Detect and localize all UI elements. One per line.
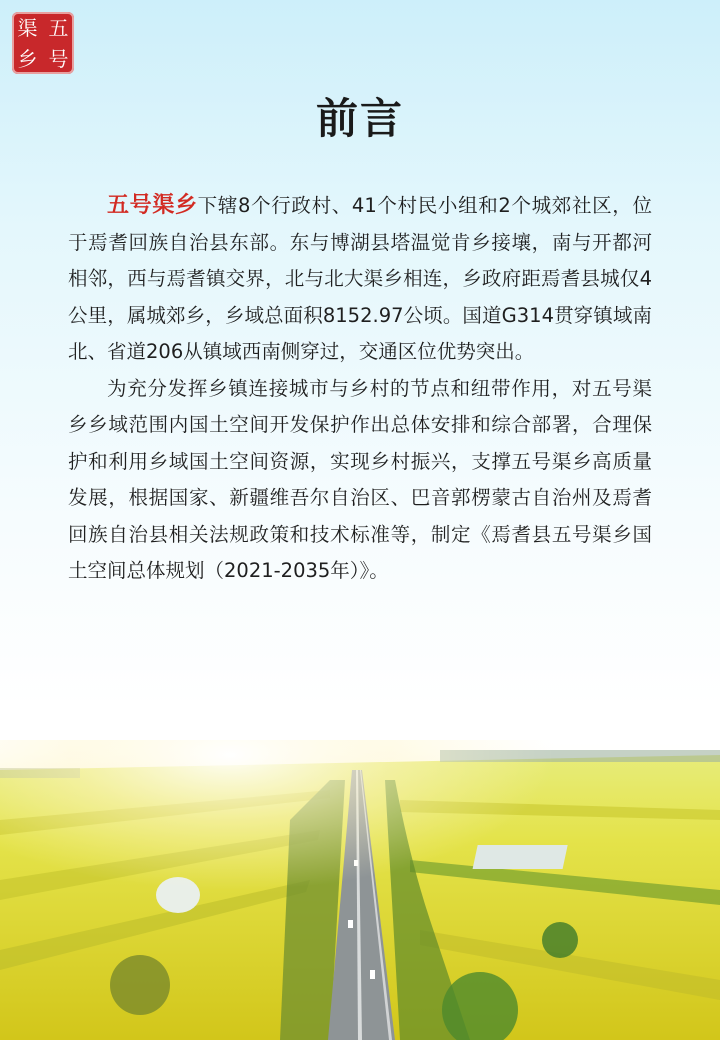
paragraph-intro-text: 下辖8个行政村、41个村民小组和2个城郊社区，位于焉耆回族自治县东部。东与博湖县塔温觉肯乡接壤，南与开都河相邻，西与焉耆镇交界，北与北大渠乡相连，乡政府距焉耆县城仅4公里，属城郊乡，乡域总面积8152.97公顷。国道G314贯穿镇域南北、省道206从镇域西南侧穿过，交通区位优势突出。 [68, 194, 652, 363]
paragraph-intro [68, 188, 652, 371]
seal-char: 号 [48, 46, 69, 71]
aerial-farmland-photo [0, 740, 720, 1040]
page-title: 前言 [315, 94, 404, 143]
seal-char: 五 [48, 15, 69, 40]
seal-char: 乡 [17, 46, 38, 71]
seal-char: 渠 [17, 15, 38, 40]
paragraph-purpose: 为充分发挥乡镇连接城市与乡村的节点和纽带作用，对五号渠乡乡域范围内国土空间开发保护作出总体安排和综合部署，合理保护和利用乡域国土空间资源，实现乡村振兴，支撑五号渠乡高质量发展，根据国家、新疆维吾尔自治区、巴音郭楞蒙古自治州及焉耆回族自治县相关法规政策和技术标准等，制定《焉耆县五号渠乡国土空间总体规划（2021-2035年）》。 [68, 376, 652, 582]
preface-body [68, 188, 652, 590]
town-name-highlight: 五号渠乡 [107, 193, 198, 218]
town-seal-logo [12, 12, 74, 74]
